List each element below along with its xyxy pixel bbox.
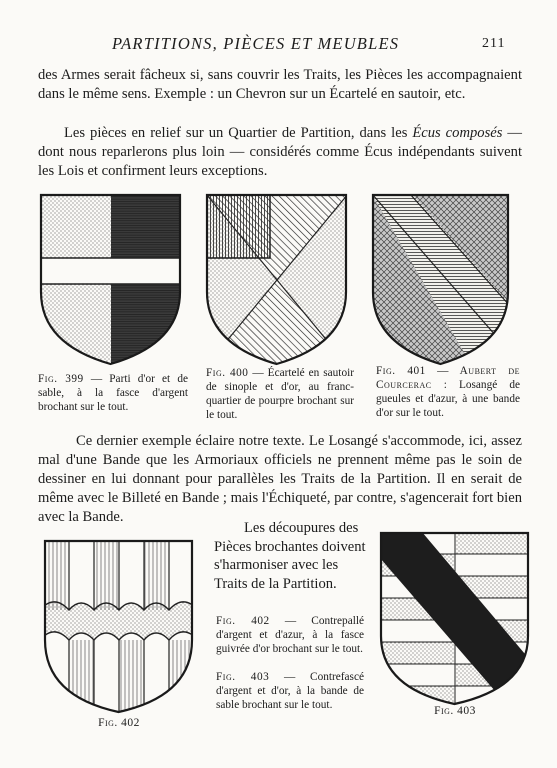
caption-fig-401: Fig. 401 — Aubert de Courcerac : Losangé de gueules et d'azur, à une bande d'or sur le tout. <box>376 365 520 419</box>
label-fig-402-text: Fig. 402 <box>98 717 140 729</box>
caption-fig-401-author: Aubert de Courcerac <box>376 365 520 391</box>
paragraph-2 <box>38 124 522 181</box>
label-fig-403-text: Fig. 403 <box>434 705 476 717</box>
caption-fig-399-label: Fig. 399 <box>38 373 84 385</box>
caption-fig-403-text: — Contrefascé d'argent et d'or, à la bande de sable brochant sur le tout. <box>216 671 364 711</box>
caption-fig-402-text: — Contrepallé d'argent et d'azur, à la fasce guivrée d'or brochant sur le tout. <box>216 615 364 655</box>
shield-fig-399 <box>40 194 182 366</box>
paragraph-3: Ce dernier exemple éclaire notre texte. Le Losangé s'accommode, ici, assez mal d'une Bande que les Armoriaux officiels ne prennent même pas le soin de dessiner en lui donnant pour parallèles les Traits de la Partition. Il en serait de même avec le Billeté en Bande ; mais l'Échiqueté, par contre, s'agencerait fort bien avec la Bande. <box>38 433 522 525</box>
shield-fig-403 <box>380 532 530 706</box>
caption-fig-399 <box>38 372 188 414</box>
label-fig-402 <box>44 716 194 730</box>
paragraph-1: des Armes serait fâcheux si, sans couvrir les Traits, les Pièces les accompagnaient dans le même sens. Exemple : un Chevron sur un Écartelé en sautoir, etc. <box>38 67 522 102</box>
paragraph-4: Les découpures des Pièces brochantes doivent s'harmoniser avec les Traits de la Partition. <box>214 520 366 592</box>
label-fig-403 <box>380 704 530 718</box>
caption-fig-400 <box>206 366 354 422</box>
caption-fig-403-label: Fig. 403 <box>216 671 270 683</box>
paragraph-2-start: Les pièces en relief sur un Quartier de Partition, dans les <box>64 125 413 141</box>
caption-fig-401-text: : Losangé de gueules et d'azur, à une bande d'or sur le tout. <box>376 379 520 419</box>
shield-fig-402 <box>44 540 194 714</box>
shield-fig-400 <box>206 194 348 366</box>
caption-fig-400-label: Fig. 400 <box>206 367 249 379</box>
page-number: 211 <box>482 36 506 51</box>
caption-fig-403 <box>216 670 364 712</box>
paragraph-2-end: — dont nous reparlerons plus loin — considérés comme Écus indépendants suivent les Lois et confirment leurs exceptions. <box>38 125 522 179</box>
running-header: PARTITIONS, PIÈCES ET MEUBLES <box>112 34 400 53</box>
caption-fig-402-label: Fig. 402 <box>216 615 270 627</box>
caption-fig-400-text: — Écartelé en sautoir de sinople et d'or, au franc-quartier de pourpre brochant sur le tout. <box>206 367 354 421</box>
caption-fig-399-text: — Parti d'or et de sable, à la fasce d'argent brochant sur le tout. <box>38 373 188 413</box>
caption-fig-401-label: Fig. 401 <box>376 365 426 377</box>
shield-fig-401 <box>372 194 510 366</box>
paragraph-2-emphasis: Écus composés <box>412 125 503 141</box>
caption-fig-402 <box>216 614 364 656</box>
